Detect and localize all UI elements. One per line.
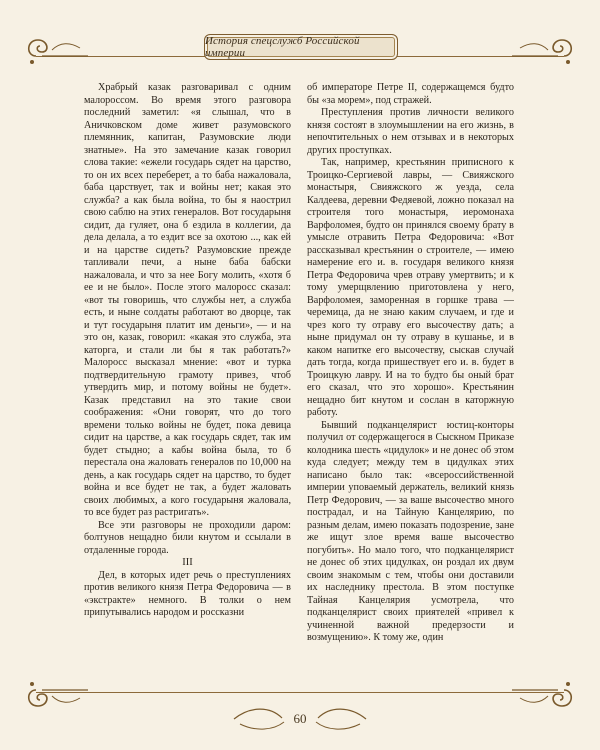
left-column	[84, 82, 291, 682]
paragraph: об императоре Петре II, содержащемся будто бы «за морем», под стражей.	[307, 82, 514, 106]
top-right-ornament-icon	[508, 30, 578, 70]
bottom-right-ornament-icon	[508, 676, 578, 716]
paragraph: Так, например, крестьянин приписного к Троицко-Сергиевой лавры, — Свияжского монастыря, Свияжского ж уезда, села Калдеева, деревни Федяевой, ложно показал на строителя того монастыря, иеромонаха Варфоломея, будто он принялся своему брату в умысле отравить Петра Федоровича: «Вот рассказывал крестьянин о строителе, — имею намерение его и. в. государя великого князя Петра Федоровича чрев отраву умертвить; и к тому умерщвлению приготовлена у него, Варфоломея, заморенная в горшке трава — черемица, да не знаю каким случаем, и где и чрез кого ту отраву его высочеству дать; а ныне придумал он ту отраву в кушанье, и в каком напитке его высочеству, сыскав случай дать тогда, когда пришествует его и. в. будет в Троицкую лавру. И на то будто бы оный брат его сказал, что это хорошо». Крестьянин нещадно бит кнутом и сослан в каторжную работу.	[307, 157, 514, 418]
bottom-frame-line	[36, 692, 564, 693]
paragraph: Все эти разговоры не проходили даром: болтунов нещадно били кнутом и ссылали в отдаленные города.	[84, 519, 291, 556]
running-header-title: История спецслужб Российской империи	[205, 35, 360, 59]
running-header	[204, 34, 398, 60]
bottom-left-ornament-icon	[22, 676, 92, 716]
paragraph: Бывший подканцелярист юстиц-конторы получил от содержащегося в Сыскном Приказе колодника шесть «цидулок» и не донес об этом куда следует; между тем в цидулках этих написано было так: «всероссийственной империи уповаемый держатель, великий князь Петр Федорович, — за ваше высочество много пострадал, и на Тайную Канцелярию, по разным делам, имею показать подозрение, зане же ищут злое время ваше высочество погубить». Но мало того, что подканцелярист не донес об этих цидулках, он роздал их двум своим знакомым с тем, чтобы они доставили их наследнику престола. В этом поступке Тайная Канцелярия усмотрела, что подканцелярист своих приятелей «привел к учиненной важной предерзости и возмущению». К тому же, один	[307, 419, 514, 643]
right-column	[307, 82, 514, 682]
paragraph: Дел, в которых идет речь о преступлениях против великого князя Петра Федоровича — в «экстракте» немного. В толки о нем припутывались народом и россказни	[84, 569, 291, 618]
text-columns	[84, 82, 514, 682]
page-number: 60	[293, 711, 307, 726]
paragraph: Преступления против личности великого князя состоят в злоумышлении на его жизнь, в непочтительных о нем отзывах и в некоторых других проступках.	[307, 107, 514, 156]
top-left-ornament-icon	[22, 30, 92, 70]
section-number: III	[182, 557, 193, 568]
paragraph: Храбрый казак разговаривал с одним малороссом. Во время этого разговора последний заметил: «я слышал, что в Аничковском доме живет разумовского племянник, капитан, Разумовские люди знатные». На это замечание казак говорил слова такие: «ежели государь сядет на царство, то он их всех переберет, а то баба нажаловала, баба царствует, так и войны нет; какая это служба? а как была война, то бы я наострил свою саблю на этих генералов. Вот государыня сидит, да гуляет, она б ездила в коллегии, да дела делала, а то ездит все за охотою ..., как ей и на царстве сидеть? Разумовские прежде тапливали печи, а ныне баба бабски нажаловала, и что за нее Богу молить, «хотя б ее и не было». После этого малоросс сказал: «вот ты говоришь, что службы нет, а служба есть, и ныне солдаты работают во дворце, так и тут государыня платит им деньги», — и на это он, казак, говорил: «какая это служба, эта каторга, и стали ли бы я так работать?» Малоросс высказал мнение: «вот и турка подтвердительную грамоту привез, чтоб утвердить мир, и потому войны не будет». Казак представил на это такие свои соображения: «Они говорят, что до того времени только войны не будет, пока девица сидит на царстве, а как государь сядет, так им будет стыдно; а кабы война была, то б перестала она жаловать генералов по 10,000 на день, а как государь сядет на царство, то будет война и все будет не так, а будет жаловать своих любимых, а кого государыня жаловала, то все будет раз растригать».	[84, 82, 291, 518]
